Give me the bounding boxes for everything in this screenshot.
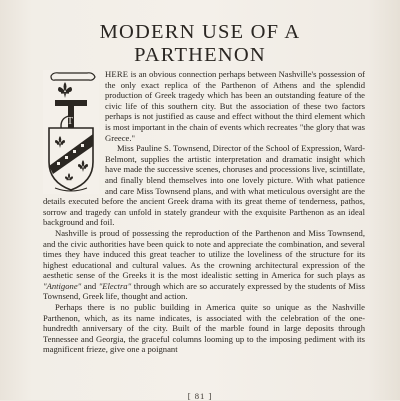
paragraph-4: Perhaps there is no public building in America quite so unique as the Nashville Parthenon, which, as its name indicates, is associated with the celebration of the one-hundredth anniversary of the city. Built of the marble found in large deposits through Tennessee and Georgia, the graceful columns looming up to the imposing pediment with its magnificent frieze, give one a poignant: [43, 302, 365, 355]
play-title-antigone: "Antigone": [43, 280, 82, 291]
article-body: [43, 69, 365, 355]
page-title-line-2: PARTHENON: [134, 44, 266, 66]
play-title-electra: "Electra": [98, 280, 132, 291]
page-number: [ 81 ]: [187, 391, 213, 401]
paragraph-3-text-c: through which are so accurately expressed by the students of Miss Townsend, Greek life, thought and action.: [43, 280, 365, 302]
paragraph-2: Miss Pauline S. Townsend, Director of the School of Expression, Ward-Belmont, supplies the artistic interpretation and dramatic insight which have made the successive scenes, choruses and processions live, scintillate, and finally blend themselves into one lovely picture. With what patience and care Miss Townsend plans, and with what meticulous oversight are the details executed before the ancient Greek drama with its great theme of tenderness, pathos, sorrow and tragedy can unfold in stately grandeur with the exquisite Parthenon as an ideal background and foil.: [43, 143, 365, 228]
paragraph-1-lead: HERE: [105, 69, 129, 79]
drop-cap-letter: T: [66, 116, 74, 127]
ornamental-drop-cap: [43, 70, 99, 194]
drop-cap-shield-illustration: [43, 70, 99, 194]
paragraph-3-text-b: and: [81, 280, 99, 291]
paragraph-3: [43, 228, 365, 302]
page-title-line-1: MODERN USE OF A: [99, 21, 301, 43]
paragraph-1-text: is an obvious connection perhaps between Nashville's possession of the only exact replica of the Parthenon of Athens and the splendid production of Greek tragedy which has been an outstanding feature of the civic life of this southern city. But the association of these two factors perhaps is not justified as cause and effect without the third element which is most important in the chain of events which recreates "the glory that was Greece.": [105, 69, 365, 143]
paragraph-3-text-a: Nashville is proud of possessing the reproduction of the Parthenon and Miss Townsend, and the civic authorities have been quick to note and appreciate the combination, and several times they have induced this great teacher to utilize the loveliness of the structure for its highest educational and cultural values. As the crowning architectural expression of the aesthetic sense of the Greeks it is the most idealistic setting in America for such plays as: [43, 227, 365, 281]
